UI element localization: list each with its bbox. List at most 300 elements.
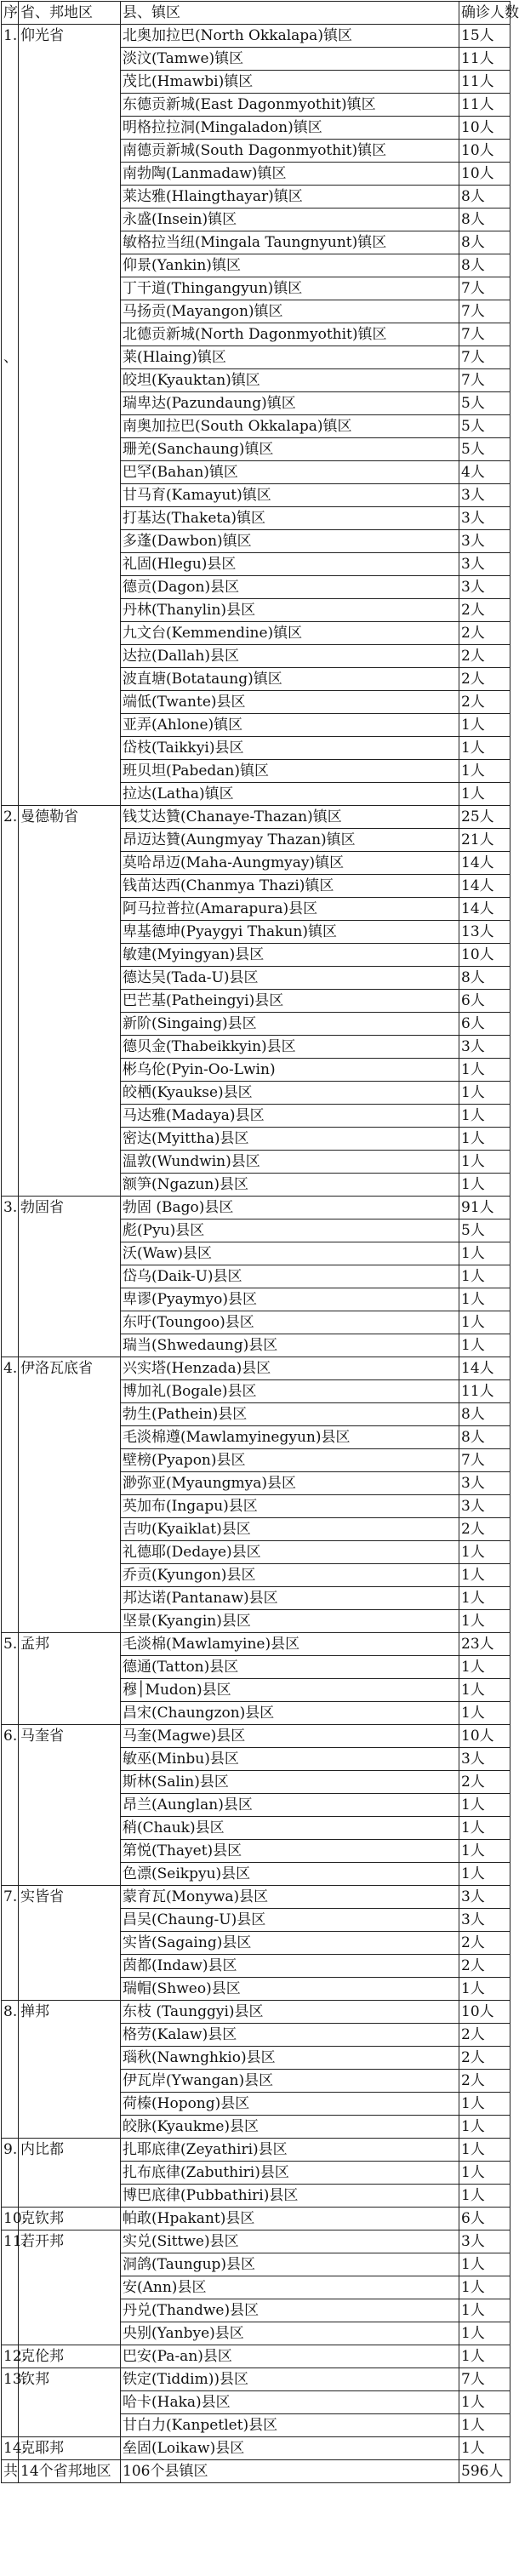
table-row	[2, 1242, 510, 1265]
region-cell: 仰光省	[19, 25, 121, 48]
case-count-cell: 1人	[459, 1863, 510, 1886]
case-count-cell: 1人	[459, 1794, 510, 1817]
region-cell: 克伦邦	[19, 2345, 121, 2368]
table-row	[2, 2391, 510, 2414]
district-cell: 钱艾达贊(Chanaye-Thazan)镇区	[121, 806, 459, 829]
case-count-cell: 10人	[459, 163, 510, 186]
district-cell: 马奎(Magwe)县区	[121, 1725, 459, 1748]
region-cell	[19, 1403, 121, 1426]
table-row	[2, 1472, 510, 1495]
total-row	[2, 2460, 510, 2483]
table-body	[2, 25, 510, 2483]
region-cell	[19, 392, 121, 415]
row-number-cell: 13.	[2, 2368, 19, 2391]
row-number-cell	[2, 1541, 19, 1564]
row-number-cell	[2, 1128, 19, 1151]
region-cell	[19, 1840, 121, 1863]
table-row	[2, 1909, 510, 1932]
table-row	[2, 231, 510, 254]
table-row	[2, 760, 510, 783]
row-number-cell	[2, 1380, 19, 1403]
row-number-cell	[2, 2276, 19, 2299]
case-count-cell: 10人	[459, 2001, 510, 2024]
table-row	[2, 530, 510, 553]
region-cell	[19, 48, 121, 71]
case-count-cell: 3人	[459, 1495, 510, 1518]
table-row	[2, 1288, 510, 1311]
region-cell	[19, 163, 121, 186]
district-cell: 皎栖(Kyaukse)县区	[121, 1082, 459, 1105]
district-cell: 东枝 (Taunggyi)县区	[121, 2001, 459, 2024]
region-cell	[19, 576, 121, 599]
case-count-cell: 7人	[459, 369, 510, 392]
district-cell: 额笋(Ngazun)县区	[121, 1174, 459, 1197]
region-cell	[19, 921, 121, 944]
table-row	[2, 783, 510, 806]
header-count: 确诊人数	[459, 2, 510, 25]
row-number-cell	[2, 1794, 19, 1817]
district-cell: 皎脉(Kyaukme)县区	[121, 2116, 459, 2139]
region-cell	[19, 622, 121, 645]
table-row	[2, 2162, 510, 2185]
region-cell	[19, 599, 121, 622]
district-cell: 东德贡新城(East Dagonmyothit)镇区	[121, 94, 459, 117]
case-count-cell: 11人	[459, 71, 510, 94]
case-count-cell: 1人	[459, 2345, 510, 2368]
table-row	[2, 1725, 510, 1748]
case-count-cell: 4人	[459, 461, 510, 484]
row-number-cell	[2, 1472, 19, 1495]
case-count-cell: 3人	[459, 1886, 510, 1909]
region-cell	[19, 1679, 121, 1702]
district-cell: 瑞当(Shwedaung)县区	[121, 1334, 459, 1357]
table-row	[2, 1656, 510, 1679]
district-cell: 仰景(Yankin)镇区	[121, 254, 459, 277]
region-cell	[19, 300, 121, 323]
district-cell: 北德贡新城(North Dagonmyothit)镇区	[121, 323, 459, 346]
table-row	[2, 1357, 510, 1380]
case-count-cell: 3人	[459, 2230, 510, 2253]
row-number-cell	[2, 415, 19, 438]
district-cell: 实皆(Sagaing)县区	[121, 1932, 459, 1955]
region-cell: 马奎省	[19, 1725, 121, 1748]
table-row	[2, 1932, 510, 1955]
case-count-cell: 2人	[459, 1771, 510, 1794]
case-count-cell: 2人	[459, 691, 510, 714]
row-number-cell: 7.	[2, 1886, 19, 1909]
case-count-cell: 5人	[459, 415, 510, 438]
region-cell	[19, 2070, 121, 2093]
table-row	[2, 691, 510, 714]
district-cell: 温敦(Wundwin)县区	[121, 1151, 459, 1174]
case-count-cell: 5人	[459, 438, 510, 461]
row-number-cell	[2, 1978, 19, 2001]
region-cell	[19, 2253, 121, 2276]
region-cell: 钦邦	[19, 2368, 121, 2391]
case-count-cell: 8人	[459, 1403, 510, 1426]
region-cell	[19, 829, 121, 852]
case-count-cell: 1人	[459, 1587, 510, 1610]
table-row	[2, 1794, 510, 1817]
row-number-cell	[2, 484, 19, 507]
row-number-cell	[2, 1495, 19, 1518]
case-count-cell: 1人	[459, 1265, 510, 1288]
table-row	[2, 163, 510, 186]
table-row	[2, 1518, 510, 1541]
table-row	[2, 1403, 510, 1426]
table-row	[2, 1610, 510, 1633]
table-row	[2, 2437, 510, 2460]
row-number-cell	[2, 2322, 19, 2345]
row-number-cell: 8.	[2, 2001, 19, 2024]
header-region: 省、邦地区	[19, 2, 121, 25]
district-cell: 央别(Yanbye)县区	[121, 2322, 459, 2345]
region-cell	[19, 553, 121, 576]
region-cell	[19, 323, 121, 346]
case-count-cell: 7人	[459, 300, 510, 323]
region-cell	[19, 760, 121, 783]
case-count-cell: 3人	[459, 576, 510, 599]
table-row	[2, 300, 510, 323]
case-count-cell: 2人	[459, 2070, 510, 2093]
district-cell: 南德贡新城(South Dagonmyothit)镇区	[121, 140, 459, 163]
table-row	[2, 1151, 510, 1174]
case-count-cell: 1人	[459, 1541, 510, 1564]
region-cell	[19, 967, 121, 990]
region-cell: 若开邦	[19, 2230, 121, 2253]
region-cell	[19, 1449, 121, 1472]
row-number-cell	[2, 1311, 19, 1334]
region-cell	[19, 2162, 121, 2185]
case-count-cell: 3人	[459, 507, 510, 530]
case-count-cell: 1人	[459, 2185, 510, 2208]
district-cell: 沃(Waw)县区	[121, 1242, 459, 1265]
region-cell	[19, 346, 121, 369]
row-number-cell	[2, 1840, 19, 1863]
region-cell	[19, 1955, 121, 1978]
case-count-cell: 1人	[459, 2437, 510, 2460]
district-cell: 英加布(Ingapu)县区	[121, 1495, 459, 1518]
region-cell	[19, 1909, 121, 1932]
row-number-cell	[2, 898, 19, 921]
table-row	[2, 668, 510, 691]
case-count-cell: 1人	[459, 2322, 510, 2345]
district-cell: 莫哈昂迈(Maha-Aungmyay)镇区	[121, 852, 459, 875]
region-cell	[19, 277, 121, 300]
district-cell: 壁榜(Pyapon)县区	[121, 1449, 459, 1472]
row-number-cell	[2, 2185, 19, 2208]
region-cell	[19, 2116, 121, 2139]
district-cell: 甘白力(Kanpetlet)县区	[121, 2414, 459, 2437]
district-cell: 邦达诺(Pantanaw)县区	[121, 1587, 459, 1610]
region-cell	[19, 1817, 121, 1840]
case-count-cell: 14人	[459, 1357, 510, 1380]
table-row	[2, 2093, 510, 2116]
table-row	[2, 438, 510, 461]
district-cell: 瑙秋(Nawnghkio)县区	[121, 2047, 459, 2070]
row-number-cell	[2, 668, 19, 691]
case-count-cell: 1人	[459, 760, 510, 783]
region-cell	[19, 645, 121, 668]
case-count-cell: 21人	[459, 829, 510, 852]
case-count-cell: 8人	[459, 231, 510, 254]
district-cell: 扎布底律(Zabuthiri)县区	[121, 2162, 459, 2185]
district-cell: 垒固(Loikaw)县区	[121, 2437, 459, 2460]
table-row	[2, 1265, 510, 1288]
row-number-cell	[2, 875, 19, 898]
district-cell: 东吁(Toungoo)县区	[121, 1311, 459, 1334]
region-cell	[19, 875, 121, 898]
district-cell: 渺弥亚(Myaungmya)县区	[121, 1472, 459, 1495]
case-count-cell: 8人	[459, 967, 510, 990]
row-number-cell	[2, 1610, 19, 1633]
region-cell: 实皆省	[19, 1886, 121, 1909]
case-count-cell: 8人	[459, 208, 510, 231]
region-cell	[19, 2299, 121, 2322]
table-row	[2, 507, 510, 530]
district-cell: 毛淡棉遵(Mawlamyinegyun)县区	[121, 1426, 459, 1449]
table-row	[2, 2070, 510, 2093]
region-cell	[19, 140, 121, 163]
row-number-cell: 12.	[2, 2345, 19, 2368]
case-count-cell: 1人	[459, 1564, 510, 1587]
district-cell: 乔贡(Kyungon)县区	[121, 1564, 459, 1587]
district-cell: 亚弄(Ahlone)镇区	[121, 714, 459, 737]
case-count-cell: 2人	[459, 599, 510, 622]
case-count-cell: 1人	[459, 2139, 510, 2162]
region-cell	[19, 71, 121, 94]
district-cell: 蒙育瓦(Monywa)县区	[121, 1886, 459, 1909]
district-cell: 班贝坦(Pabedan)镇区	[121, 760, 459, 783]
district-cell: 巴安(Pa-an)县区	[121, 2345, 459, 2368]
district-cell: 皎坦(Kyauktan)镇区	[121, 369, 459, 392]
table-row	[2, 1334, 510, 1357]
row-number-cell	[2, 2299, 19, 2322]
district-cell: 扎耶底律(Zeyathiri)县区	[121, 2139, 459, 2162]
region-cell	[19, 231, 121, 254]
region-cell	[19, 2093, 121, 2116]
case-count-cell: 13人	[459, 921, 510, 944]
row-number-cell	[2, 438, 19, 461]
region-cell	[19, 1610, 121, 1633]
district-cell: 斯林(Salin)县区	[121, 1771, 459, 1794]
table-row	[2, 1587, 510, 1610]
case-count-cell: 1人	[459, 1059, 510, 1082]
district-cell: 铁定(Tiddim))县区	[121, 2368, 459, 2391]
row-number-cell	[2, 2070, 19, 2093]
table-row	[2, 1013, 510, 1036]
case-count-cell: 3人	[459, 1748, 510, 1771]
case-count-cell: 2人	[459, 1955, 510, 1978]
case-count-cell: 14人	[459, 898, 510, 921]
table-row	[2, 1978, 510, 2001]
case-count-cell: 1人	[459, 714, 510, 737]
table-row	[2, 1105, 510, 1128]
row-number-cell	[2, 1955, 19, 1978]
row-number-cell	[2, 277, 19, 300]
region-cell: 勃固省	[19, 1197, 121, 1219]
district-cell: 格劳(Kalaw)县区	[121, 2024, 459, 2047]
region-cell	[19, 1036, 121, 1059]
district-cell: 阿马拉普拉(Amarapura)县区	[121, 898, 459, 921]
row-number-cell	[2, 392, 19, 415]
case-count-cell: 2人	[459, 668, 510, 691]
table-row	[2, 921, 510, 944]
row-number-cell	[2, 829, 19, 852]
row-number-cell: 1.	[2, 25, 19, 48]
region-cell	[19, 1334, 121, 1357]
row-number-cell	[2, 231, 19, 254]
region-cell: 克钦邦	[19, 2208, 121, 2230]
region-cell	[19, 369, 121, 392]
region-cell	[19, 1265, 121, 1288]
case-count-cell: 2人	[459, 645, 510, 668]
total-count: 596人	[459, 2460, 510, 2483]
district-cell: 南奥加拉巴(South Okkalapa)镇区	[121, 415, 459, 438]
row-number-cell	[2, 622, 19, 645]
region-cell	[19, 2322, 121, 2345]
region-cell	[19, 668, 121, 691]
table-row	[2, 346, 510, 369]
district-cell: 淡汶(Tamwe)镇区	[121, 48, 459, 71]
table-row	[2, 1955, 510, 1978]
region-cell	[19, 1105, 121, 1128]
case-count-cell: 1人	[459, 2116, 510, 2139]
district-cell: 帕敢(Hpakant)县区	[121, 2208, 459, 2230]
region-cell	[19, 1702, 121, 1725]
district-cell: 第悦(Thayet)县区	[121, 1840, 459, 1863]
case-count-cell: 2人	[459, 622, 510, 645]
table-row	[2, 2024, 510, 2047]
row-number-cell	[2, 1748, 19, 1771]
case-count-cell: 1人	[459, 1610, 510, 1633]
table-row	[2, 1679, 510, 1702]
region-cell	[19, 1013, 121, 1036]
district-cell: 礼德耶(Dedaye)县区	[121, 1541, 459, 1564]
case-count-cell: 5人	[459, 392, 510, 415]
row-number-cell	[2, 2093, 19, 2116]
table-row	[2, 1128, 510, 1151]
table-row	[2, 484, 510, 507]
district-cell: 敏巫(Minbu)县区	[121, 1748, 459, 1771]
case-count-cell: 6人	[459, 990, 510, 1013]
row-number-cell: 2.	[2, 806, 19, 829]
case-count-cell: 15人	[459, 25, 510, 48]
case-count-cell: 2人	[459, 2024, 510, 2047]
district-cell: 达拉(Dallah)县区	[121, 645, 459, 668]
region-cell: 内比都	[19, 2139, 121, 2162]
case-count-cell: 1人	[459, 1978, 510, 2001]
case-count-cell: 10人	[459, 944, 510, 967]
district-cell: 钱苗达西(Chanmya Thazi)镇区	[121, 875, 459, 898]
region-cell	[19, 1059, 121, 1082]
table-row	[2, 1771, 510, 1794]
table-row	[2, 737, 510, 760]
region-cell	[19, 1219, 121, 1242]
case-count-cell: 10人	[459, 117, 510, 140]
district-cell: 明格拉拉洞(Mingaladon)镇区	[121, 117, 459, 140]
case-count-cell: 7人	[459, 1449, 510, 1472]
covid-cases-table	[1, 1, 519, 2483]
row-number-cell	[2, 2024, 19, 2047]
district-cell: 甘马育(Kamayut)镇区	[121, 484, 459, 507]
region-cell	[19, 1426, 121, 1449]
row-number-cell	[2, 1449, 19, 1472]
table-row	[2, 1426, 510, 1449]
row-number-cell	[2, 2047, 19, 2070]
district-cell: 打基达(Thaketa)镇区	[121, 507, 459, 530]
row-number-cell	[2, 967, 19, 990]
region-cell	[19, 438, 121, 461]
region-cell	[19, 2276, 121, 2299]
region-cell	[19, 484, 121, 507]
table-row	[2, 990, 510, 1013]
row-number-cell	[2, 944, 19, 967]
table-row	[2, 1449, 510, 1472]
table-row	[2, 2116, 510, 2139]
district-cell: 德贝金(Thabeikkyin)县区	[121, 1036, 459, 1059]
table-row	[2, 1311, 510, 1334]
header-row	[2, 2, 510, 25]
table-row	[2, 1541, 510, 1564]
table-row	[2, 852, 510, 875]
row-number-cell	[2, 369, 19, 392]
district-cell: 勃固 (Bago)县区	[121, 1197, 459, 1219]
region-cell	[19, 714, 121, 737]
case-count-cell: 2人	[459, 1518, 510, 1541]
region-cell	[19, 2185, 121, 2208]
region-cell	[19, 783, 121, 806]
case-count-cell: 1人	[459, 1656, 510, 1679]
row-number-cell: 4.	[2, 1357, 19, 1380]
case-count-cell: 8人	[459, 254, 510, 277]
table-row	[2, 1495, 510, 1518]
table-row	[2, 2208, 510, 2230]
region-cell	[19, 1978, 121, 2001]
total-districts: 106个县镇区	[121, 2460, 459, 2483]
case-count-cell: 11人	[459, 1380, 510, 1403]
district-cell: 珊羌(Sanchaung)镇区	[121, 438, 459, 461]
district-cell: 瑞卑达(Pazundaung)镇区	[121, 392, 459, 415]
table-row	[2, 2276, 510, 2299]
row-number-cell	[2, 783, 19, 806]
table-row	[2, 369, 510, 392]
region-cell	[19, 1748, 121, 1771]
district-cell: 茂比(Hmawbi)镇区	[121, 71, 459, 94]
row-number-cell	[2, 94, 19, 117]
case-count-cell: 6人	[459, 1013, 510, 1036]
row-number-cell	[2, 1288, 19, 1311]
total-label: 共	[2, 2460, 19, 2483]
district-cell: 哈卡(Haka)县区	[121, 2391, 459, 2414]
row-number-cell	[2, 1174, 19, 1197]
region-cell	[19, 852, 121, 875]
case-count-cell: 7人	[459, 2368, 510, 2391]
district-cell: 丁干道(Thingangyun)镇区	[121, 277, 459, 300]
row-number-cell	[2, 1013, 19, 1036]
district-cell: 北奥加拉巴(North Okkalapa)镇区	[121, 25, 459, 48]
case-count-cell: 23人	[459, 1633, 510, 1656]
district-cell: 敏格拉当纽(Mingala Taungnyunt)镇区	[121, 231, 459, 254]
case-count-cell: 1人	[459, 1840, 510, 1863]
case-count-cell: 10人	[459, 1725, 510, 1748]
case-count-cell: 5人	[459, 1219, 510, 1242]
table-row	[2, 2139, 510, 2162]
region-cell	[19, 1518, 121, 1541]
header-no: 序	[2, 2, 19, 25]
case-count-cell: 1人	[459, 1334, 510, 1357]
district-cell: 昌宋(Chaungzon)县区	[121, 1702, 459, 1725]
